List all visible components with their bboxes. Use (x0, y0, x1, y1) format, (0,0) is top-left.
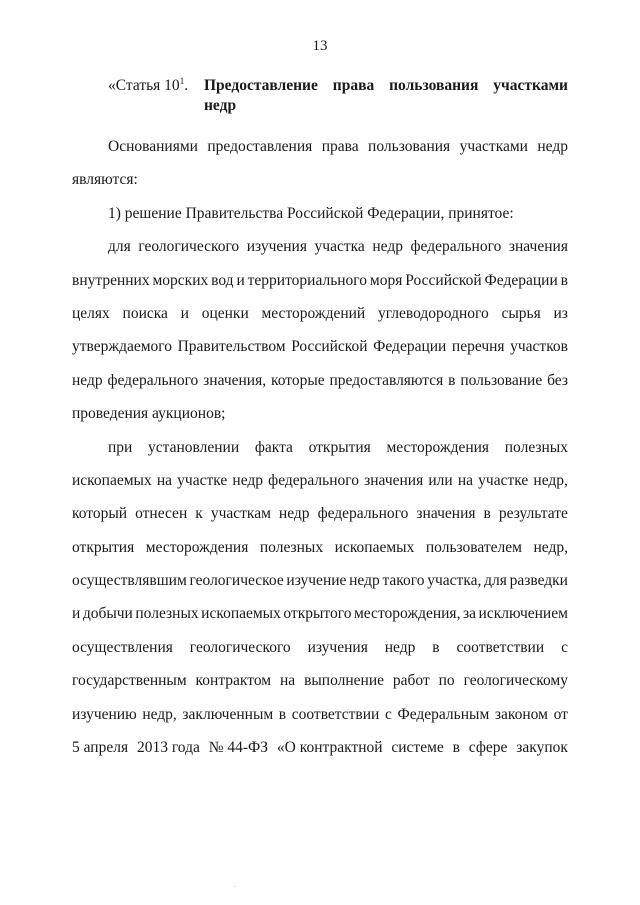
text-word: недр (72, 371, 103, 389)
text-word: 2013 года (136, 739, 200, 757)
text-word: оценки (201, 304, 249, 322)
text-word: права (321, 138, 359, 155)
text-word: месторождения (145, 538, 249, 556)
text-word: на (279, 672, 296, 690)
text-word: месторождения (386, 438, 490, 456)
text-word: или (428, 471, 453, 489)
text-word: Основаниями (108, 138, 198, 155)
text-word: территориального (247, 271, 368, 289)
article-title (204, 76, 568, 116)
scan-speck: . (234, 883, 236, 889)
text-word: целях (72, 304, 110, 322)
text-word: перечня (451, 338, 505, 356)
text-word: изучения (307, 638, 368, 656)
text-word: по (438, 672, 455, 690)
text-word: недр (349, 572, 380, 590)
text-line: являются: (72, 171, 138, 189)
text-word: в (560, 271, 568, 289)
text-word: от (553, 705, 568, 723)
text-word: Российской (291, 338, 368, 356)
text-word: недр, (533, 471, 568, 489)
text-word: недр, (142, 705, 177, 723)
text-word: факта (254, 438, 293, 456)
text-word: значения, (203, 371, 267, 389)
text-word: недр (384, 638, 416, 656)
text-line (72, 497, 568, 530)
text-word: полезных (504, 438, 568, 456)
text-word: участке (177, 471, 228, 489)
text-word: геологическому (463, 672, 568, 690)
text-word: выполнение (304, 672, 385, 690)
text-word: для (108, 238, 131, 256)
text-line (72, 464, 568, 497)
text-word: в (278, 705, 287, 723)
text-word: такого (382, 572, 425, 590)
text-word: в (483, 505, 491, 523)
text-word: геологического (189, 638, 291, 656)
text-word: участков (510, 338, 568, 356)
page-number: 13 (312, 38, 328, 54)
text-word: соответствии (291, 705, 380, 723)
text-word: значения (508, 238, 568, 256)
text-word: на (457, 471, 474, 489)
text-word: месторождений (261, 304, 366, 322)
text-word: Федерации (373, 338, 447, 356)
article-title-word: права (332, 77, 375, 94)
text-word: к (195, 505, 203, 523)
text-word: углеводородного (377, 304, 489, 322)
text-word: геологическое (189, 572, 284, 590)
text-word: для (484, 572, 507, 590)
text-line (72, 230, 568, 263)
text-word: федерального (410, 238, 502, 256)
text-word: месторождения, (353, 605, 461, 623)
text-word: открытия (72, 538, 135, 556)
text-word: без (547, 371, 568, 389)
text-word: при (108, 438, 133, 456)
text-line (72, 664, 568, 697)
text-word: внутренних (72, 271, 150, 289)
text-word: с (384, 705, 392, 723)
text-word: сырья (501, 304, 541, 322)
article-title-word: участками (493, 77, 568, 94)
text-word: пользователем (425, 538, 522, 556)
text-word: участками (459, 138, 528, 155)
text-word: недр (537, 138, 568, 155)
article-title-word: Предоставление (204, 77, 318, 94)
text-word: «О контрактной (276, 739, 383, 757)
text-line (72, 431, 568, 464)
text-word: законом (494, 705, 548, 723)
text-word: предоставления (207, 138, 313, 155)
text-word: изучение (286, 572, 347, 590)
text-word: государственным (72, 672, 187, 690)
text-word: исключением (478, 605, 568, 623)
text-word: открытого (283, 605, 352, 623)
text-word: 5 апреля (72, 739, 129, 757)
text-word: установлении (148, 438, 240, 456)
text-word: ископаемых (334, 538, 415, 556)
text-word: добычи (82, 605, 133, 623)
text-line (72, 531, 568, 564)
text-word: осуществления (72, 638, 173, 656)
text-word: в (452, 739, 460, 757)
text-word: осуществлявшим (72, 572, 187, 590)
text-word: участкам (210, 505, 271, 523)
text-word: моря (369, 271, 403, 289)
text-word: ископаемых (72, 471, 152, 489)
text-word: недр, (533, 538, 568, 556)
text-word: вод (211, 271, 234, 289)
text-word: полезных (135, 605, 199, 623)
text-line (72, 330, 568, 363)
text-word: недр (232, 471, 264, 489)
article-title-line2: недр (204, 97, 237, 114)
text-word: недр (372, 238, 403, 256)
text-word: с (561, 638, 568, 656)
text-word: отнесен (135, 505, 188, 523)
text-word: закупок (516, 739, 568, 757)
text-word: участка, (427, 572, 482, 590)
text-word: Федерации (484, 271, 558, 289)
text-word: участка (314, 238, 365, 256)
text-word: изучению (72, 705, 137, 723)
text-word: результате (498, 505, 568, 523)
text-line: проведения аукционов; (72, 405, 226, 423)
text-line (72, 698, 568, 731)
text-word: заключенным (182, 705, 274, 723)
text-word: федерального (107, 371, 199, 389)
text-word: Правительством (177, 338, 286, 356)
text-word: пользование (460, 371, 543, 389)
document-body (72, 130, 568, 764)
text-word: федерального (317, 505, 409, 523)
text-word: предоставляются (329, 371, 444, 389)
text-word: недр (278, 505, 310, 523)
text-line: 1) решение Правительства Российской Федерации, принятое: (108, 204, 514, 222)
text-word: утверждаемого (72, 338, 173, 356)
article-title-word: пользования (389, 77, 479, 94)
text-word: изучения (246, 238, 307, 256)
text-word: открытия (308, 438, 371, 456)
text-word: работ (392, 672, 430, 690)
text-word: значения (364, 471, 424, 489)
text-line (72, 297, 568, 330)
text-word: значения (416, 505, 476, 523)
text-word: сфере (468, 739, 508, 757)
text-line (72, 631, 568, 664)
text-word: морских (152, 271, 209, 289)
text-word: и (236, 271, 245, 289)
text-word: ископаемых (201, 605, 281, 623)
text-word: за (462, 605, 476, 623)
text-line (72, 264, 568, 297)
text-word: которые (270, 371, 325, 389)
text-word: соответствии (456, 638, 545, 656)
text-word: в (432, 638, 440, 656)
text-word: контрактом (195, 672, 272, 690)
text-word: пользования (368, 138, 451, 155)
text-word: на (156, 471, 173, 489)
article-heading (108, 76, 568, 116)
text-line (72, 130, 568, 163)
text-word: Российской (405, 271, 482, 289)
text-word: Федеральным (397, 705, 490, 723)
text-word: из (553, 304, 568, 322)
text-word: разведки (509, 572, 568, 590)
text-word: участке (478, 471, 529, 489)
text-line (72, 364, 568, 397)
article-label: «Статья $10^1$. (108, 76, 189, 94)
text-word: геологического (138, 238, 240, 256)
text-word: федерального (268, 471, 359, 489)
text-word: и (180, 304, 189, 322)
text-word: системе (391, 739, 444, 757)
text-word: который (72, 505, 128, 523)
text-word: полезных (259, 538, 324, 556)
text-line (72, 731, 568, 764)
text-word: и (72, 605, 81, 623)
text-word: в (448, 371, 456, 389)
text-word: № 44-ФЗ (208, 739, 269, 757)
text-line (72, 597, 568, 630)
text-word: поиска (122, 304, 168, 322)
text-line (72, 564, 568, 597)
